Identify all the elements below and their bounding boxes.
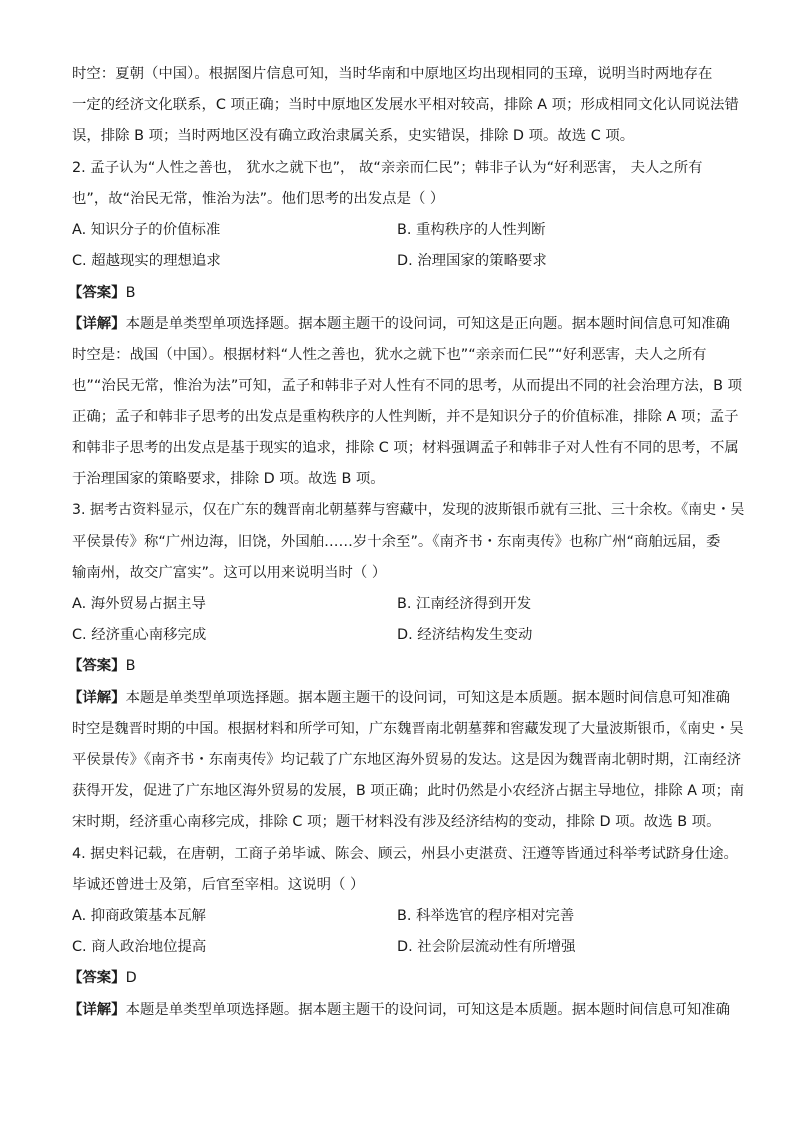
- q3-explain-line: 平侯景传》《南齐书・东南夷传》均记载了广东地区海外贸易的发达。这是因为魏晋南北朝时期，江南经济: [72, 752, 742, 768]
- q2-answer-value: B: [125, 285, 136, 301]
- q2-explain-line: 本题是单类型单项选择题。据本题主题干的设问词，可知这是正向题。据本题时间信息可知准确: [125, 316, 730, 332]
- q3-answer-value: B: [125, 658, 136, 674]
- q2-explain-first: [68, 314, 730, 334]
- q2-stem-line: 2. 孟子认为“人性之善也， 犹水之就下也”， 故“亲亲而仁民”；韩非子认为“好利恶害， 夫人之所有: [72, 160, 703, 176]
- q3-explain-line: 时空是魏晋时期的中国。根据材料和所学可知，广东魏晋南北朝墓葬和窖藏发现了大量波斯银币，《南史・吴: [72, 721, 744, 737]
- q1-explain-line: 一定的经济文化联系，C 项正确；当时中原地区发展水平相对较高，排除 A 项；形成相同文化认同说法错: [72, 97, 739, 113]
- q2-explain-line: 和韩非子思考的出发点是基于现实的追求，排除 C 项；材料强调孟子和韩非子对人性有不同的思考，不属: [72, 440, 739, 456]
- q3-option-b: B. 江南经济得到开发: [397, 596, 532, 612]
- q3-option-c: C. 经济重心南移完成: [72, 627, 207, 643]
- q3-option-d: D. 经济结构发生变动: [397, 627, 533, 643]
- q3-explain-line: 获得开发，促进了广东地区海外贸易的发展，B 项正确；此时仍然是小农经济占据主导地位，排除 A 项；南: [72, 783, 745, 799]
- q2-explain-line: 时空是：战国（中国）。根据材料“人性之善也，犹水之就下也”“亲亲而仁民”“好利恶害，夫人之所有: [72, 347, 707, 363]
- q4-answer: [68, 968, 137, 988]
- q4-answer-value: D: [125, 970, 137, 986]
- q2-answer: [68, 283, 135, 303]
- q3-explain-line: 本题是单类型单项选择题。据本题主题干的设问词，可知这是本质题。据本题时间信息可知准确: [125, 690, 730, 706]
- q4-option-b: B. 科举选官的程序相对完善: [397, 908, 575, 924]
- q2-explain-line: 正确；孟子和韩非子思考的出发点是重构秩序的人性判断，并不是知识分子的价值标准，排除 A 项；孟子: [72, 409, 739, 425]
- q3-answer: [68, 656, 135, 676]
- q4-explain-line: 本题是单类型单项选择题。据本题主题干的设问词，可知这是本质题。据本题时间信息可知准确: [125, 1002, 730, 1018]
- q1-explain-line: 误，排除 B 项；当时两地区没有确立政治隶属关系，史实错误，排除 D 项。故选 C 项。: [72, 128, 635, 144]
- q2-explain-line: 也”“治民无常，惟治为法”可知，孟子和韩非子对人性有不同的思考，从而提出不同的社会治理方法，B 项: [72, 378, 743, 394]
- q2-explain-tag: 【详解】: [68, 316, 126, 332]
- q2-option-a: A. 知识分子的价值标准: [72, 222, 221, 238]
- q4-answer-tag: 【答案】: [68, 970, 126, 986]
- q3-stem-line: 输南州，故交广富实”。这可以用来说明当时（ ）: [72, 565, 387, 581]
- q3-explain-first: [68, 688, 730, 708]
- q3-stem-line: 平侯景传》称“广州边海，旧饶，外国舶……岁十余至”。《南齐书・东南夷传》也称广州“商舶远届，委: [72, 534, 721, 550]
- q4-explain-first: [68, 1000, 730, 1020]
- q2-option-b: B. 重构秩序的人性判断: [397, 222, 546, 238]
- q2-option-c: C. 超越现实的理想追求: [72, 253, 221, 269]
- q3-option-a: A. 海外贸易占据主导: [72, 596, 206, 612]
- q1-explain-line: 时空：夏朝（中国）。根据图片信息可知，当时华南和中原地区均出现相同的玉璋，说明当时两地存在: [72, 66, 713, 82]
- q4-stem-line: 4. 据史料记载，在唐朝，工商子弟毕诚、陈会、顾云，州县小吏湛贲、汪遵等皆通过科举考试跻身仕途。: [72, 846, 738, 862]
- q3-explain-line: 宋时期，经济重心南移完成，排除 C 项；题干材料没有涉及经济结构的变动，排除 D 项。故选 B 项。: [72, 814, 721, 830]
- q2-option-d: D. 治理国家的策略要求: [397, 253, 547, 269]
- q2-explain-line: 于治理国家的策略要求，排除 D 项。故选 B 项。: [72, 471, 385, 487]
- q4-option-c: C. 商人政治地位提高: [72, 939, 207, 955]
- q4-option-a: A. 抑商政策基本瓦解: [72, 908, 206, 924]
- q3-stem-line: 3. 据考古资料显示，仅在广东的魏晋南北朝墓葬与窖藏中，发现的波斯银币就有三批、三十余枚。《南史・吴: [72, 502, 745, 518]
- q3-explain-tag: 【详解】: [68, 690, 126, 706]
- q4-explain-tag: 【详解】: [68, 1002, 126, 1018]
- q2-stem-line: 也”，故“治民无常，惟治为法”。他们思考的出发点是（ ）: [72, 191, 445, 207]
- q2-answer-tag: 【答案】: [68, 285, 126, 301]
- q3-answer-tag: 【答案】: [68, 658, 126, 674]
- q4-stem-line: 毕诚还曾进士及第，后官至宰相。这说明（ ）: [72, 877, 365, 893]
- q4-option-d: D. 社会阶层流动性有所增强: [397, 939, 576, 955]
